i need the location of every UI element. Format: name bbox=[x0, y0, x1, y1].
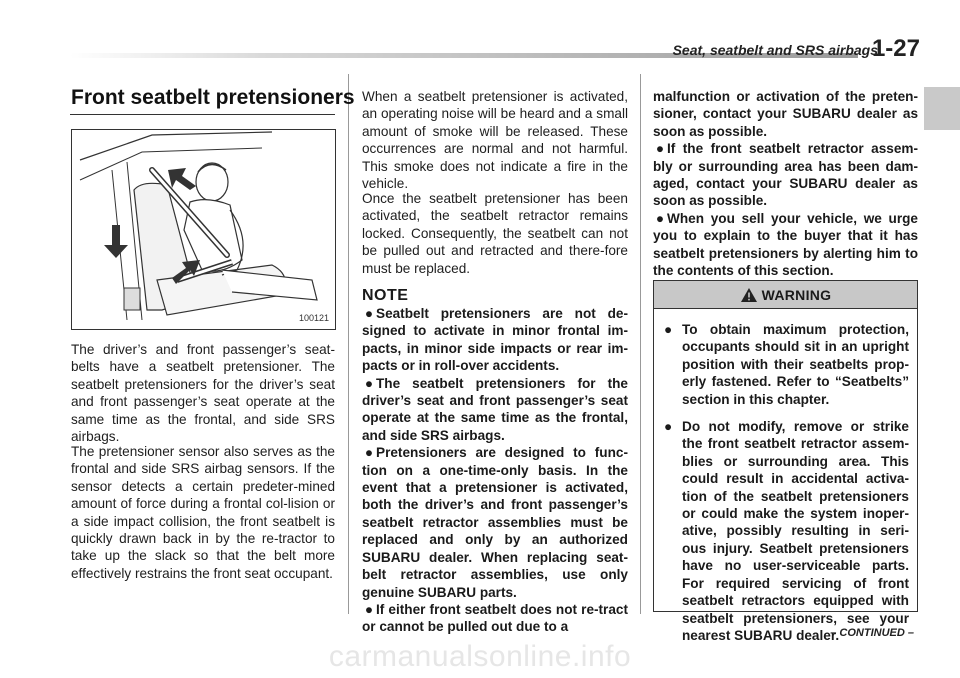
bullet-icon: ● bbox=[664, 419, 673, 435]
page-number: 1-27 bbox=[871, 35, 920, 62]
paragraph: The pretensioner sensor also serves as the frontal and side SRS airbag sensors. If the sensor detects a certain predeter-mined amount of force during a frontal col-lision or a side impact collision, the front seatbelt is quickly drawn back in by the re-tractor to take up the slack so that the belt more effectively restrains the front seat occupant. bbox=[71, 444, 335, 581]
note-item: ● When you sell your vehicle, we urge you to explain to the buyer that it has seatbelt pretensioners by alerting him to the contents of this section. bbox=[653, 210, 918, 279]
warning-header bbox=[654, 281, 917, 309]
bullet-icon: ● bbox=[664, 322, 673, 337]
note-item: ● If the front seatbelt retractor assem-bly or surrounding area has been dam-aged, contact your SUBARU dealer as soon as possible. bbox=[653, 141, 918, 209]
section-title: Front seatbelt pretensioners bbox=[71, 86, 355, 109]
note-item: malfunction or activation of the preten-sioner, contact your SUBARU dealer as soon as possible. bbox=[653, 89, 918, 139]
bullet-icon: ● bbox=[364, 375, 374, 391]
header-section-title: Seat, seatbelt and SRS airbags bbox=[672, 42, 878, 58]
pretensioner-illustration bbox=[71, 129, 336, 330]
paragraph: When a seatbelt pretensioner is activated, an operating noise will be heard and a small amount of smoke will be released. These occurrences are normal and not harmful. This smoke does not indicate a fire in the vehicle. bbox=[362, 89, 628, 192]
bullet-icon: ● bbox=[364, 306, 374, 321]
note-item: ● Seatbelt pretensioners are not de-signed to activate in minor frontal im-pacts, in minor side impacts or rear im-pacts or in roll-over accidents. bbox=[362, 306, 628, 374]
note-item: ● If either front seatbelt does not re-tract or cannot be pulled out due to a bbox=[362, 601, 628, 635]
paragraph: Once the seatbelt pretensioner has been activated, the seatbelt retractor remains locked. Consequently, the seatbelt can not be pulled out and retracted and there-fore must be replaced. bbox=[362, 191, 628, 276]
note-list-continued bbox=[653, 88, 918, 279]
bullet-icon: ● bbox=[364, 445, 374, 461]
note-title: NOTE bbox=[362, 287, 409, 304]
note-item: ● Pretensioners are designed to func-tion on a one-time-only basis. In the event that a pretensioner is activated, both the driver’s and front passenger’s seatbelt retractor assemblies must be replaced and only by an authorized SUBARU dealer. When replacing seat-belt retractor assemblies, use only genuine SUBARU parts. bbox=[362, 445, 628, 600]
paragraph: The driver’s and front passenger’s seat-belts have a seatbelt pretensioner. The seatbelt pretensioners for the driver’s seat and front passenger’s seat operate at the same time as the frontal, and side SRS airbags. bbox=[71, 342, 335, 445]
warning-title: WARNING bbox=[761, 286, 832, 303]
seat-occupant-drawing bbox=[72, 130, 335, 329]
watermark: carmanualsonline.info bbox=[328, 640, 632, 673]
note-list bbox=[362, 305, 628, 636]
continued-label: – CONTINUED – bbox=[830, 627, 914, 639]
warning-list bbox=[654, 309, 917, 644]
bullet-icon: ● bbox=[655, 141, 665, 157]
bullet-icon: ● bbox=[655, 210, 665, 226]
warning-triangle-icon bbox=[740, 287, 758, 303]
column-divider bbox=[348, 74, 349, 614]
figure-id: 100121 bbox=[298, 313, 329, 323]
bullet-icon: ● bbox=[364, 601, 374, 617]
warning-item: ● Do not modify, remove or strike the front seatbelt retractor assem-blies or surrounding area. This could result in accidental activa-tion of the seatbelt pretensioners or could make the system inoper-ative, possibly resulting in seri-ous injury. Seatbelt pretensioners have no user-serviceable parts. For required servicing of front seatbelt retractors equipped with seatbelt pretensioners, see your nearest SUBARU dealer. bbox=[664, 419, 909, 643]
chapter-tab bbox=[924, 87, 960, 130]
title-rule bbox=[70, 114, 335, 115]
column-divider bbox=[640, 74, 641, 614]
note-item: ● The seatbelt pretensioners for the driver’s seat and front passenger’s seat operate at the same time as the frontal, and side SRS airbags. bbox=[362, 375, 628, 443]
warning-item: ● To obtain maximum protection, occupants should sit in an upright position with their seatbelts prop-erly fastened. Refer to “Seatbelts” section in this chapter. bbox=[664, 322, 909, 407]
